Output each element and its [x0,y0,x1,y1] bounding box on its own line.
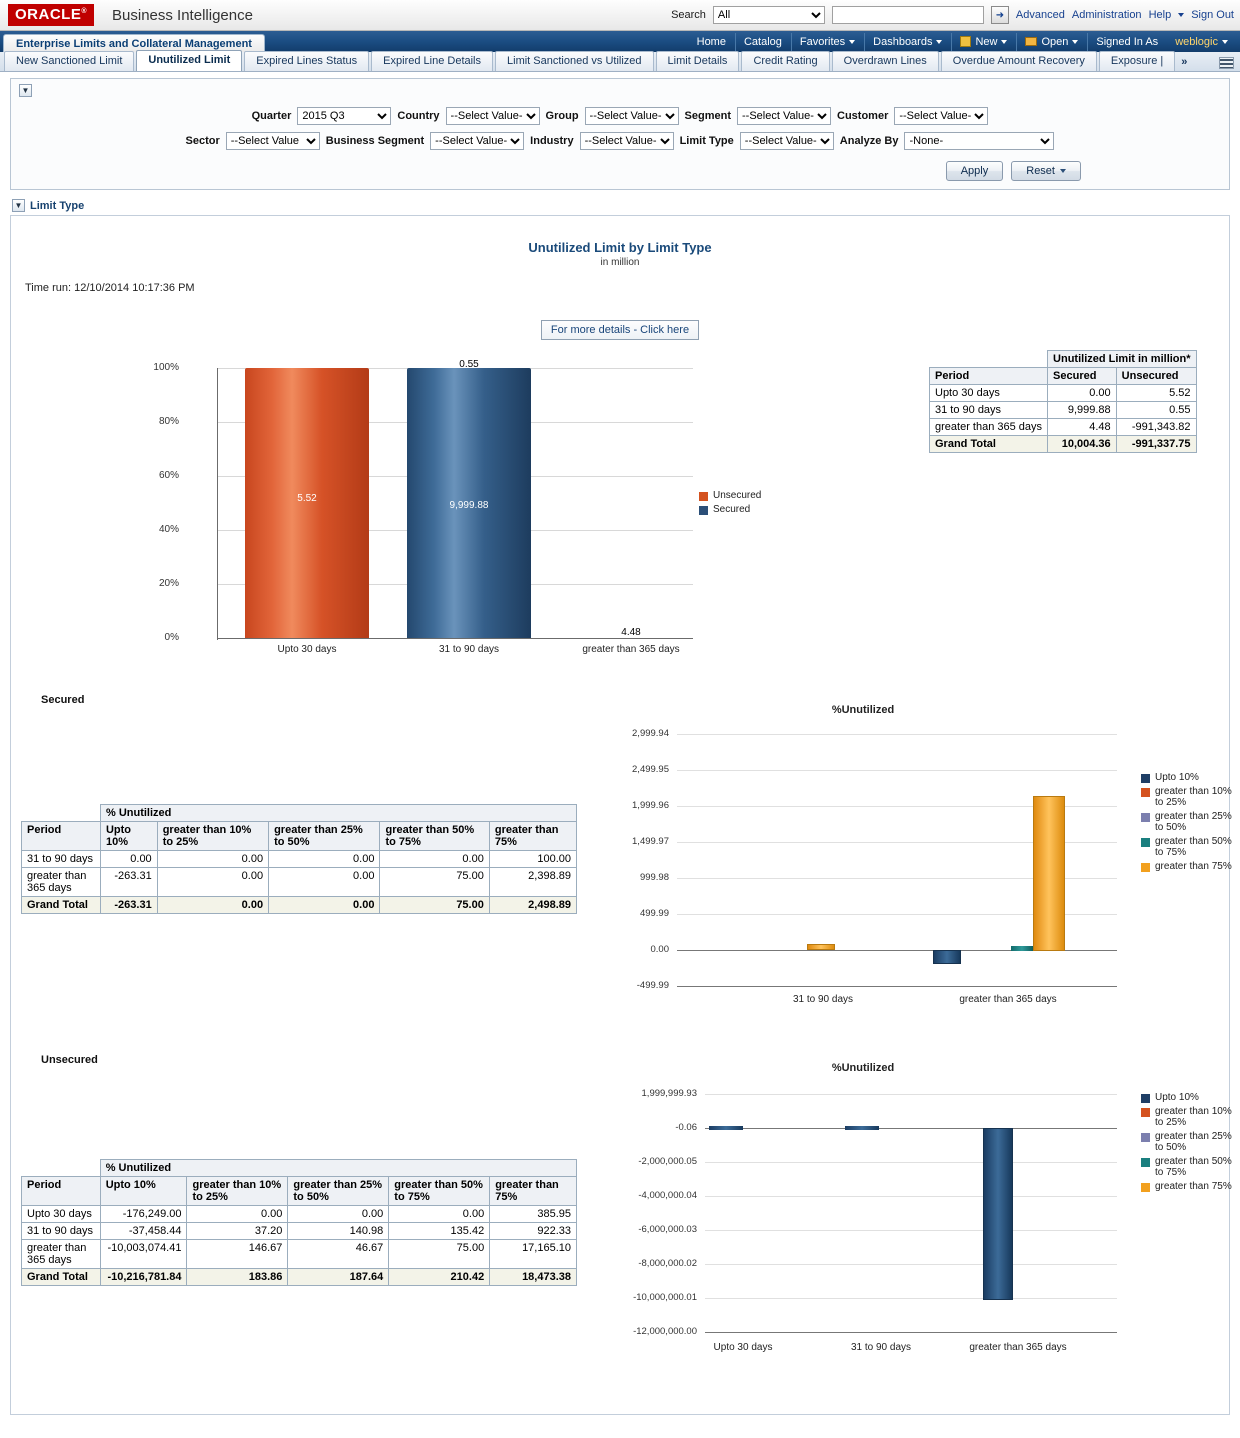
cell-value: 0.00 [100,851,157,868]
country-label: Country [397,110,440,122]
search-go-icon[interactable]: ➜ [991,6,1009,24]
gridline [705,1196,1117,1197]
category-label: greater than 365 days [959,994,1057,1005]
cell-total-value: 210.42 [389,1269,490,1286]
legend-swatch-icon [1141,1183,1150,1192]
legend-label: greater than 10% to 25% [1155,786,1232,808]
tab-limit-details[interactable]: Limit Details [656,51,740,71]
unsecured-chart-legend [1141,1092,1233,1195]
top-bar-right [671,6,1234,24]
spacer-cell [22,1160,101,1177]
segment-label: Segment [684,110,732,122]
nav-new[interactable] [951,33,1015,51]
col-gt-75: greater than 75% [490,1177,577,1206]
secured-section-label: Secured [41,694,85,706]
bar-label: 5.52 [297,493,317,504]
time-run-label: Time run: [25,282,72,294]
section-collapse-icon[interactable]: ▼ [12,199,25,212]
legend-swatch-icon [1141,1158,1150,1167]
cell-unsecured: -991,343.82 [1116,419,1196,436]
time-run [21,268,1219,294]
cell-value: 135.42 [389,1223,490,1240]
table-row [930,402,1197,419]
cell-total-unsecured: -991,337.75 [1116,436,1196,453]
signed-in-as-label: Signed In As [1096,35,1159,48]
category-label: 31 to 90 days [850,1342,912,1353]
nav-favorites-label: Favorites [799,35,846,48]
bar-31to90-upto10[interactable] [845,1126,879,1130]
unsecured-table [21,1159,577,1286]
gridline [705,1094,1117,1095]
global-nav-items [689,31,1240,52]
table-row [930,385,1197,402]
bar-unsecured-upto-30-days[interactable] [245,368,369,638]
cell-value: 75.00 [389,1240,490,1269]
analyze-by-label: Analyze By [839,135,899,147]
secured-block [21,694,1232,1044]
tab-exposure[interactable]: Exposure | [1099,51,1175,71]
cell-total-label: Grand Total [22,897,101,914]
cell-period: 31 to 90 days [22,1223,101,1240]
filter-buttons [19,157,1221,181]
category-label: Upto 30 days [277,644,337,655]
x-axis-line [677,986,1117,987]
legend-label: greater than 25% to 50% [1155,1131,1232,1153]
ytick: -10,000,000.01 [633,1292,697,1303]
bar-gt365-gt75[interactable] [1033,796,1065,951]
unsecured-chart[interactable] [593,1062,1233,1382]
business-segment-label: Business Segment [325,135,425,147]
table-row [22,805,577,822]
top-bar [0,0,1240,31]
cell-unsecured: 0.55 [1116,402,1196,419]
legend-label: Upto 10% [1155,772,1199,783]
chevron-down-icon [1222,40,1228,44]
legend-item-gt-75[interactable] [1141,1181,1233,1192]
legend-item-25-to-50[interactable] [1141,811,1233,833]
secured-chart[interactable] [593,704,1233,1004]
cell-total-value: 183.86 [187,1269,288,1286]
legend-label: greater than 50% to 75% [1155,836,1232,858]
unsecured-table-wrap [21,1159,581,1286]
col-upto-10: Upto 10% [100,822,157,851]
legend-item-unsecured[interactable] [699,490,761,501]
cell-secured: 4.48 [1048,419,1117,436]
legend-label: Unsecured [713,490,762,501]
table-row [22,851,577,868]
new-page-icon [960,36,971,47]
col-period: Period [930,368,1048,385]
tab-unutilized-limit[interactable]: Unutilized Limit [136,50,242,71]
legend-label: greater than 25% to 50% [1155,811,1232,833]
legend-label: greater than 75% [1155,861,1232,872]
cell-secured: 9,999.88 [1048,402,1117,419]
cell-period: Upto 30 days [22,1206,101,1223]
cell-value: 17,165.10 [490,1240,577,1269]
col-25-to-50: greater than 25% to 50% [269,822,380,851]
ytick: -4,000,000.04 [638,1190,697,1201]
legend-item-25-to-50[interactable] [1141,1131,1233,1153]
customer-select[interactable] [894,107,988,125]
category-label: greater than 365 days [582,644,680,655]
secured-table-wrap [21,804,581,914]
cell-period: greater than 365 days [930,419,1048,436]
col-gt-75: greater than 75% [489,822,576,851]
industry-label: Industry [530,135,574,147]
country-select[interactable] [446,107,540,125]
chevron-down-icon [936,40,942,44]
main-chart-legend [699,490,761,518]
cell-value: -176,249.00 [100,1206,187,1223]
table-total-row [22,897,577,914]
advanced-link[interactable]: Advanced [1015,9,1065,21]
nav-user-menu[interactable] [1167,33,1236,51]
table-row [22,1160,577,1177]
legend-swatch-icon [1141,863,1150,872]
search-scope-select[interactable] [713,6,825,24]
x-axis-line [705,1332,1117,1333]
limit-type-select[interactable] [740,132,834,150]
secured-chart-legend [1141,772,1233,875]
col-10-to-25: greater than 10% to 25% [157,822,268,851]
cell-value: 46.67 [288,1240,389,1269]
dashboard-tab-strip [0,52,1240,72]
spacer-cell [930,351,1048,368]
spacer-cell [22,805,101,822]
gridline [677,770,1117,771]
cell-value: 0.00 [269,851,380,868]
legend-swatch-icon [1141,1133,1150,1142]
legend-label: Upto 10% [1155,1092,1199,1103]
time-run-value: 12/10/2014 10:17:36 PM [74,282,195,294]
legend-item-10-to-25[interactable] [1141,1106,1233,1128]
ytick: 499.99 [639,908,669,919]
cell-value: 922.33 [490,1223,577,1240]
cell-value: 2,398.89 [489,868,576,897]
cell-period: greater than 365 days [22,868,101,897]
cell-period: 31 to 90 days [930,402,1048,419]
legend-swatch-icon [1141,813,1150,822]
tab-credit-rating[interactable]: Credit Rating [741,51,829,71]
col-upto-10: Upto 10% [100,1177,187,1206]
main-chart-ytick-60: 60% [158,470,179,481]
more-details-button[interactable]: For more details - Click here [541,320,699,340]
table-total-row [930,436,1197,453]
bar-annotation-4-48: 4.48 [621,627,641,638]
administration-link[interactable]: Administration [1071,9,1142,21]
section-title: Limit Type [30,199,85,212]
reset-button[interactable] [1011,161,1081,181]
legend-label: greater than 50% to 75% [1155,1156,1232,1178]
main-chart-ytick-40: 40% [158,524,179,535]
main-chart-plot-area [217,359,693,655]
cell-value: 0.00 [380,851,489,868]
unsecured-chart-title: %Unutilized [831,1062,895,1074]
ytick: -499.99 [636,980,669,991]
summary-span-header: Unutilized Limit in million* [1048,351,1197,368]
hamburger-menu-icon[interactable] [1219,57,1234,69]
nav-home-label: Home [696,35,726,48]
product-title: Business Intelligence [112,6,253,24]
bar-gt365-50to75[interactable] [1011,946,1033,951]
business-segment-select[interactable] [430,132,524,150]
chevron-down-icon [1060,169,1066,173]
cell-value: 0.00 [187,1206,288,1223]
cell-total-label: Grand Total [22,1269,101,1286]
quarter-label: Quarter [251,110,292,122]
gridline [705,1162,1117,1163]
report-container [10,215,1230,1415]
summary-table [929,350,1197,453]
secured-table [21,804,577,914]
cell-secured: 0.00 [1048,385,1117,402]
legend-item-upto-10[interactable] [1141,772,1233,783]
chevron-down-icon [849,40,855,44]
nav-favorites[interactable] [791,33,863,51]
help-caret-icon[interactable] [1178,13,1184,17]
bar-gt365-upto10[interactable] [983,1128,1013,1300]
reset-button-label: Reset [1026,165,1055,177]
cell-total-secured: 10,004.36 [1048,436,1117,453]
oracle-logo: ORACLE® [8,4,94,26]
secured-span-header: % Unutilized [100,805,576,822]
nav-home[interactable] [689,33,734,51]
section-header-limit-type [10,193,1230,215]
ytick: 999.98 [639,872,669,883]
sector-label: Sector [185,135,220,147]
tab-new-sanctioned-limit[interactable]: New Sanctioned Limit [4,51,134,71]
col-secured: Secured [1048,368,1117,385]
legend-swatch-icon [1141,1094,1150,1103]
legend-label: greater than 75% [1155,1181,1232,1192]
group-select[interactable] [585,107,679,125]
nav-new-label: New [975,35,998,48]
tab-expired-lines-status[interactable]: Expired Lines Status [244,51,369,71]
col-50-to-75: greater than 50% to 75% [380,822,489,851]
ytick: -0.06 [675,1122,697,1133]
group-label: Group [545,110,579,122]
cell-value: 0.00 [288,1206,389,1223]
open-folder-icon [1025,37,1037,46]
cell-value: 385.95 [490,1206,577,1223]
cell-value: 140.98 [288,1223,389,1240]
report-subtitle: in million [600,257,640,268]
nav-catalog[interactable] [735,33,790,51]
filter-row-2 [19,132,1221,150]
table-row [930,419,1197,436]
cell-value: 0.00 [389,1206,490,1223]
tab-overdue-amount-recovery[interactable]: Overdue Amount Recovery [941,51,1097,71]
tab-expired-line-details[interactable]: Expired Line Details [371,51,493,71]
limit-type-label: Limit Type [679,135,734,147]
cell-total-value: 0.00 [157,897,268,914]
apply-button[interactable]: Apply [946,161,1004,181]
ytick: -2,000,000.05 [638,1156,697,1167]
col-period: Period [22,1177,101,1206]
nav-catalog-label: Catalog [743,35,782,48]
nav-dashboards-label: Dashboards [873,35,933,48]
cell-total-value: -263.31 [100,897,157,914]
col-10-to-25: greater than 10% to 25% [187,1177,288,1206]
report-title: Unutilized Limit by Limit Type [528,240,712,255]
main-chart-ytick-80: 80% [158,416,179,427]
table-row [22,1240,577,1269]
registered-mark: ® [81,8,88,15]
legend-item-upto-10[interactable] [1141,1092,1233,1103]
gridline [677,734,1117,735]
quarter-select[interactable] [297,107,391,125]
filter-row-1 [19,107,1221,125]
category-label: 31 to 90 days [792,994,854,1005]
cell-period: greater than 365 days [22,1240,101,1269]
chevron-down-icon [1072,40,1078,44]
bar-gt365-upto10[interactable] [933,950,961,964]
legend-swatch-icon [699,506,708,515]
table-header-row [930,368,1197,385]
legend-item-50-to-75[interactable] [1141,836,1233,858]
ytick: 2,999.94 [632,728,669,739]
bar-upto30-upto10[interactable] [709,1126,743,1130]
cell-period: Upto 30 days [930,385,1048,402]
cell-total-value: 2,498.89 [489,897,576,914]
gridline [705,1230,1117,1231]
table-total-row [22,1269,577,1286]
cell-total-value: -10,216,781.84 [100,1269,187,1286]
table-header-row [22,822,577,851]
details-button-wrap [21,294,1219,340]
cell-total-value: 0.00 [269,897,380,914]
unsecured-section-label: Unsecured [41,1054,98,1066]
cell-value: -10,003,074.41 [100,1240,187,1269]
col-25-to-50: greater than 25% to 50% [288,1177,389,1206]
main-chart-ytick-20: 20% [158,578,179,589]
tab-overflow-button[interactable]: » [1181,56,1188,68]
customer-label: Customer [837,110,889,122]
ytick: 2,499.95 [632,764,669,775]
legend-swatch-icon [1141,1108,1150,1117]
segment-select[interactable] [737,107,831,125]
bar-annotation-0-55: 0.55 [459,359,479,370]
cell-unsecured: 5.52 [1116,385,1196,402]
ytick: 1,499.97 [632,836,669,847]
table-row [22,1206,577,1223]
zero-line [705,1128,1117,1129]
nav-open[interactable] [1016,33,1086,51]
search-label: Search [671,9,706,21]
gridline [705,1264,1117,1265]
main-chart-ytick-0: 0% [164,632,179,643]
category-label: greater than 365 days [969,1342,1067,1353]
nav-open-label: Open [1041,35,1069,48]
page-content [0,72,1240,1415]
sign-out-link[interactable]: Sign Out [1191,9,1234,21]
cell-value: 0.00 [269,868,380,897]
cell-total-value: 75.00 [380,897,489,914]
unsecured-block [21,1054,1232,1394]
cell-period: 31 to 90 days [22,851,101,868]
ytick: 1,999,999.93 [641,1088,697,1099]
table-header-row [22,1177,577,1206]
legend-item-secured[interactable] [699,504,761,515]
dashboard-title: Enterprise Limits and Collateral Management [3,34,265,52]
cell-value: -37,458.44 [100,1223,187,1240]
search-input[interactable] [832,6,984,24]
main-chart-ytick-100: 100% [153,362,179,373]
legend-swatch-icon [699,492,708,501]
industry-select[interactable] [580,132,674,150]
col-period: Period [22,822,101,851]
cell-total-value: 18,473.38 [490,1269,577,1286]
cell-total-label: Grand Total [930,436,1048,453]
legend-item-50-to-75[interactable] [1141,1156,1233,1178]
global-nav-bar [0,31,1240,52]
main-chart-area [21,353,1219,658]
cell-total-value: 187.64 [288,1269,389,1286]
legend-item-gt-75[interactable] [1141,861,1233,872]
tab-strip-tools [1219,57,1240,71]
legend-label: Secured [713,504,751,515]
cell-value: 100.00 [489,851,576,868]
cell-value: 146.67 [187,1240,288,1269]
cell-value: 0.00 [157,851,268,868]
filter-panel [10,78,1230,190]
legend-swatch-icon [1141,774,1150,783]
bar-secured-31-to-90-days[interactable] [407,368,531,638]
help-link[interactable]: Help [1148,9,1172,21]
table-row [930,351,1197,368]
analyze-by-select[interactable] [904,132,1054,150]
ytick: -12,000,000.00 [633,1326,697,1337]
ytick: -6,000,000.03 [638,1224,697,1235]
gridline [705,1298,1117,1299]
col-unsecured: Unsecured [1116,368,1196,385]
ytick: 1,999.96 [632,800,669,811]
cell-value: 0.00 [157,868,268,897]
filter-rows [19,97,1221,181]
cell-value: -263.31 [100,868,157,897]
secured-chart-title: %Unutilized [831,704,895,716]
bar-31to90-gt75[interactable] [807,944,835,950]
ytick: -8,000,000.02 [638,1258,697,1269]
nav-signed-in-as [1087,33,1166,51]
chevron-down-icon [1001,40,1007,44]
tab-limit-sanctioned-vs-utilized[interactable]: Limit Sanctioned vs Utilized [495,51,654,71]
main-chart[interactable] [153,359,693,655]
nav-dashboards[interactable] [864,33,950,51]
summary-table-wrap [929,350,1197,453]
legend-swatch-icon [1141,788,1150,797]
user-name-label: weblogic [1175,35,1218,48]
col-50-to-75: greater than 50% to 75% [389,1177,490,1206]
bar-label: 9,999.88 [449,500,489,511]
cell-value: 37.20 [187,1223,288,1240]
ytick: 0.00 [650,944,669,955]
legend-label: greater than 10% to 25% [1155,1106,1232,1128]
table-row [22,1223,577,1240]
category-label: Upto 30 days [713,1342,773,1353]
x-axis-line [217,638,693,639]
category-label: 31 to 90 days [438,644,500,655]
filter-collapse-icon[interactable]: ▼ [19,84,32,97]
cell-value: 75.00 [380,868,489,897]
table-row [22,868,577,897]
legend-swatch-icon [1141,838,1150,847]
tab-overdrawn-lines[interactable]: Overdrawn Lines [832,51,939,71]
sector-select[interactable] [226,132,320,150]
unsecured-span-header: % Unutilized [100,1160,576,1177]
legend-item-10-to-25[interactable] [1141,786,1233,808]
